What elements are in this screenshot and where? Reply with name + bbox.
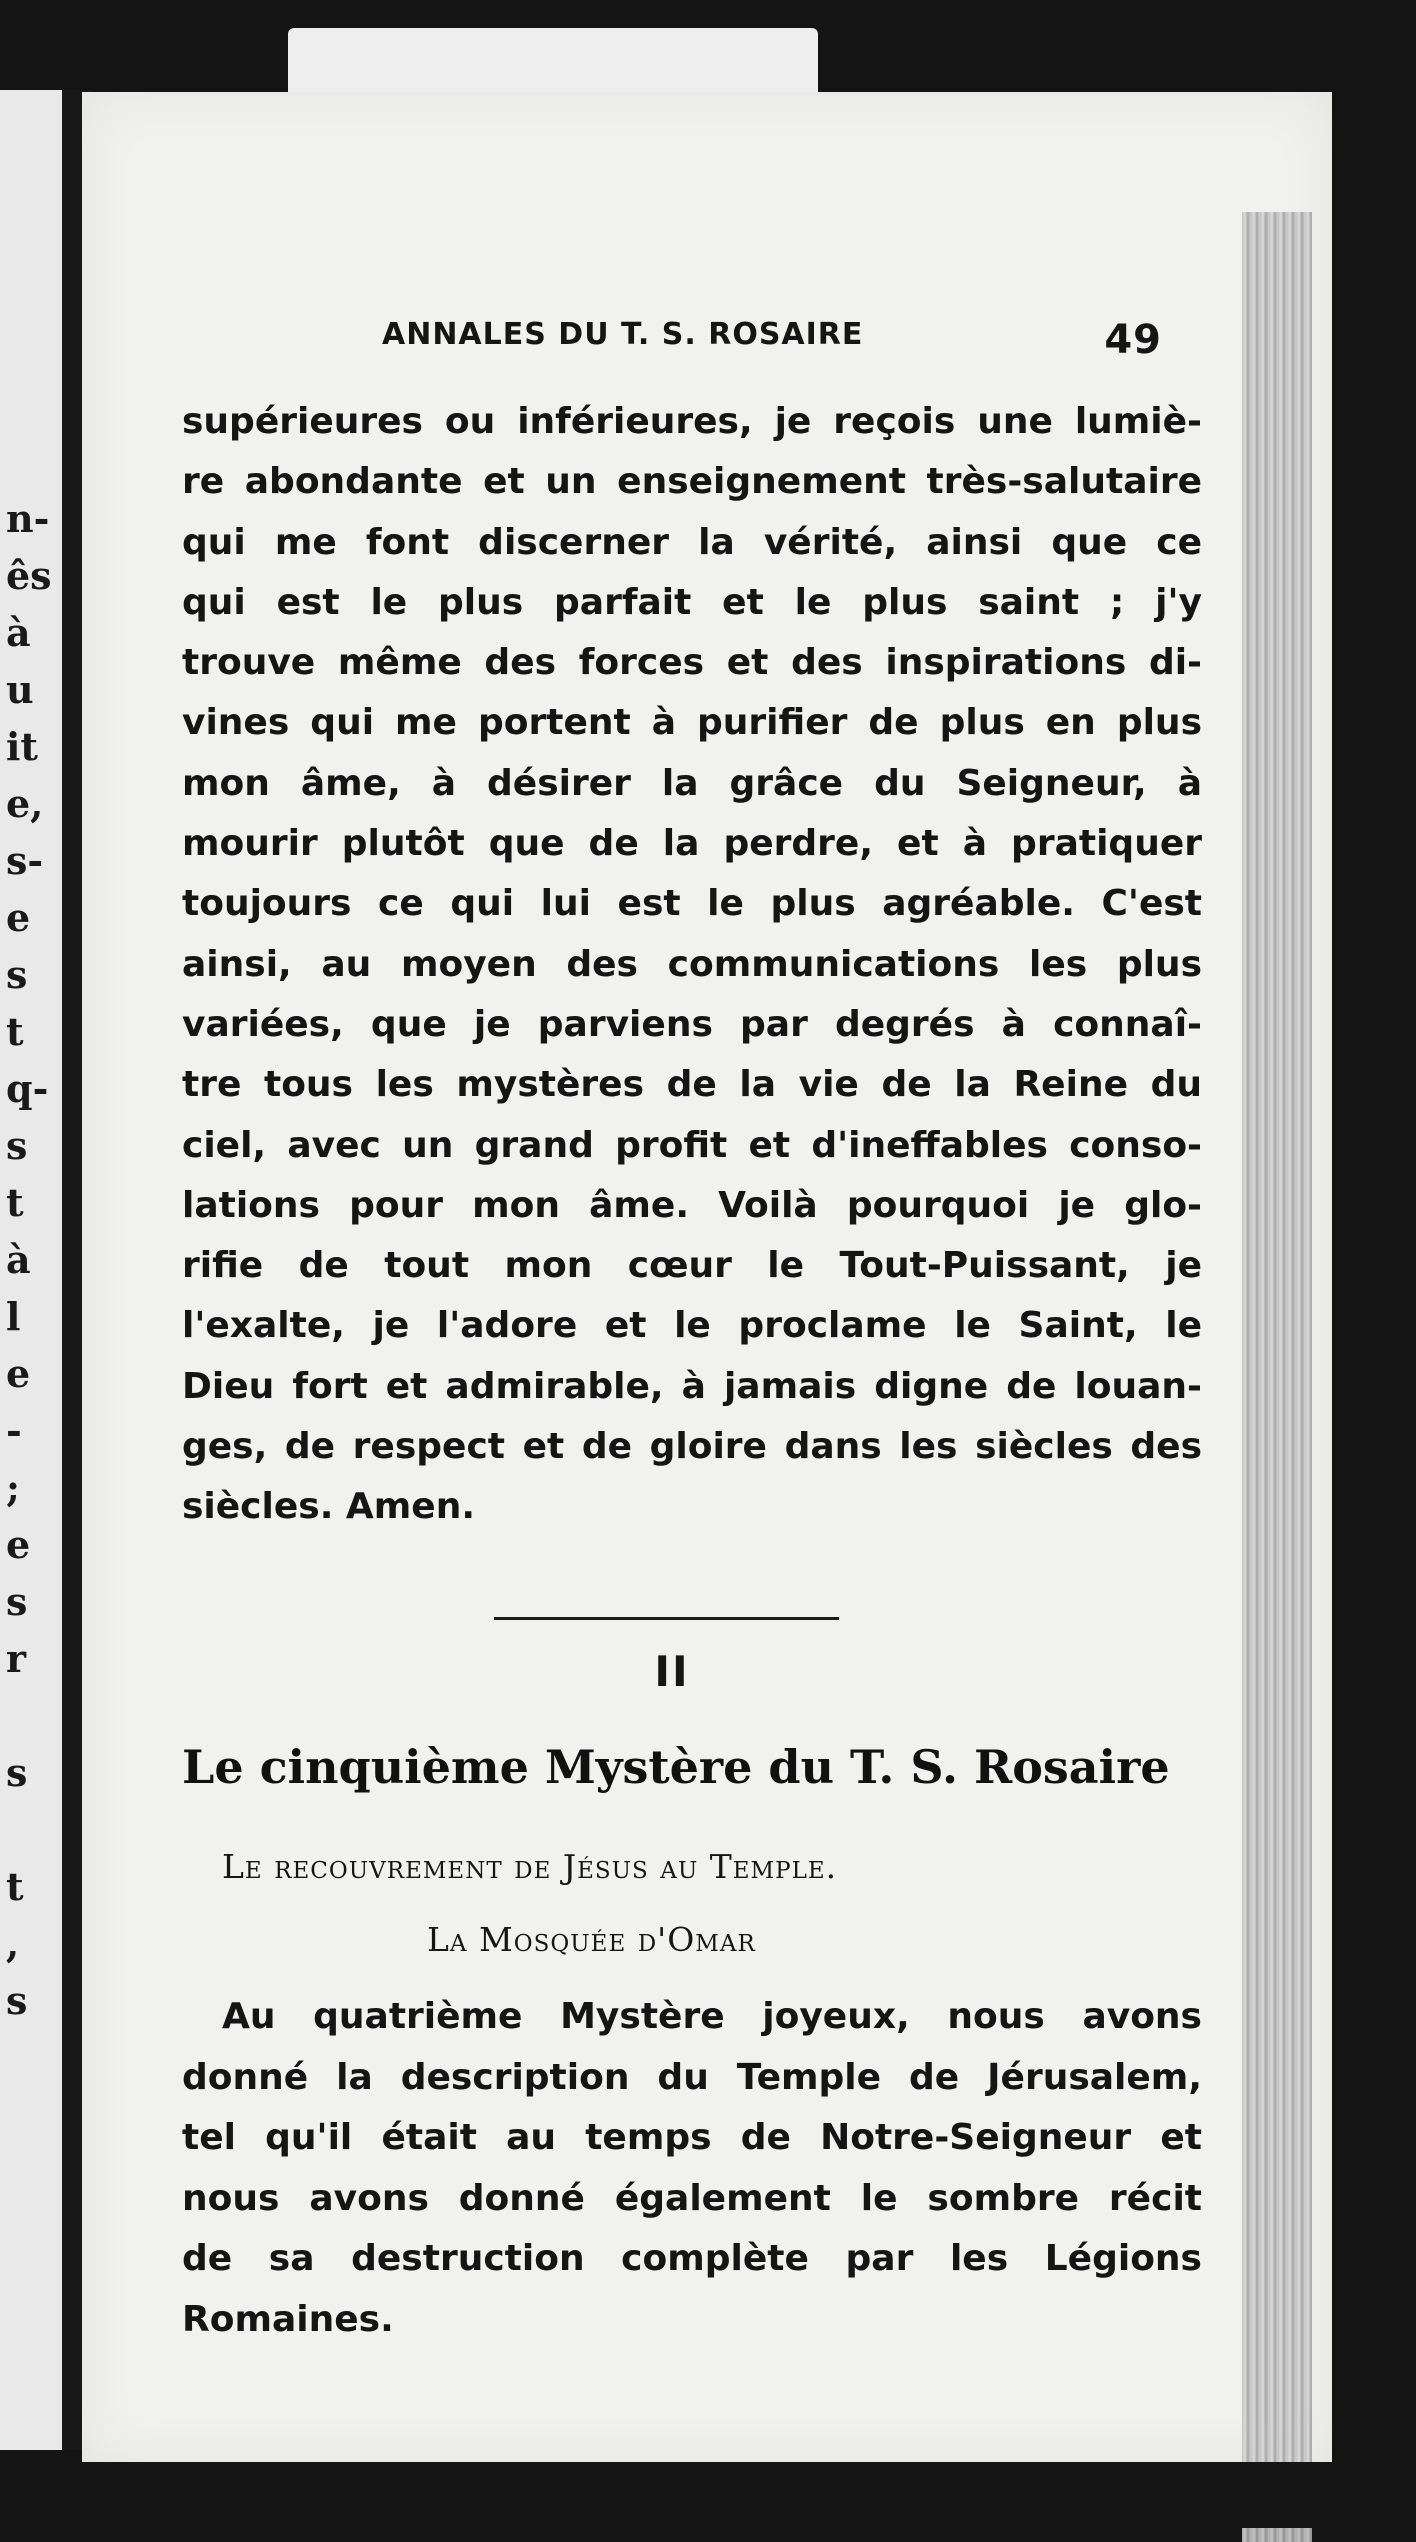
- text-line: re abondante et un enseignement très-salutaire: [182, 461, 1202, 503]
- edge-fragment: [0, 1687, 62, 1744]
- text-line: trouve même des forces et des inspirations di-: [182, 642, 1202, 684]
- text-line: toujours ce qui lui est le plus agréable. C'est: [182, 883, 1202, 925]
- edge-fragment: u: [6, 667, 34, 712]
- section-numeral: II: [654, 1647, 690, 1696]
- text-line: qui est le plus parfait et le plus saint ; j'y: [182, 581, 1202, 623]
- text-line: mourir plutôt que de la perdre, et à pratiquer: [182, 823, 1202, 865]
- text-line: donné la description du Temple de Jérusalem,: [182, 2056, 1202, 2098]
- text-line: lations pour mon âme. Voilà pourquoi je glo-: [182, 1184, 1202, 1226]
- text-line: ainsi, au moyen des communications les plus: [182, 943, 1202, 985]
- text-line: supérieures ou inférieures, je reçois une lumiè-: [182, 401, 1202, 442]
- chapter-subtitle: Le recouvrement de Jésus au Temple.: [222, 1847, 838, 1886]
- text-line: nous avons donné également le sombre récit: [182, 2177, 1202, 2219]
- book-page: [82, 92, 1332, 2462]
- text-line: siècles. Amen.: [182, 1486, 476, 1528]
- scan-right-border: [1392, 0, 1416, 2528]
- chapter-subheading: La Mosquée d'Omar: [427, 1920, 756, 1959]
- edge-fragment: à: [6, 1237, 31, 1282]
- text-line: rifie de tout mon cœur le Tout-Puissant, je: [182, 1245, 1202, 1287]
- text-line: ciel, avec un grand profit et d'ineffables conso-: [182, 1124, 1202, 1166]
- edge-fragment: q-: [6, 1066, 49, 1111]
- previous-page-text-fragments: [0, 490, 62, 2029]
- edge-fragment: s: [6, 1978, 28, 2023]
- scan-bottom-border: [0, 2462, 1416, 2528]
- edge-fragment: l: [6, 1294, 21, 1339]
- text-line: ges, de respect et de gloire dans les siècles des: [182, 1426, 1202, 1468]
- text-line: l'exalte, je l'adore et le proclame le Saint, le: [182, 1305, 1202, 1347]
- chapter-title: Le cinquième Mystère du T. S. Rosaire: [182, 1740, 1170, 1794]
- text-line: vines qui me portent à purifier de plus en plus: [182, 702, 1202, 744]
- running-header: [182, 317, 1202, 361]
- edge-fragment: e: [6, 895, 31, 940]
- header-title: ANNALES DU T. S. ROSAIRE: [382, 317, 864, 352]
- edge-fragment: r: [6, 1636, 27, 1681]
- edge-fragment: t: [6, 1009, 24, 1054]
- edge-fragment: e: [6, 1351, 31, 1396]
- edge-fragment: [0, 1801, 62, 1858]
- body-text-top: [182, 392, 1202, 1538]
- edge-fragment: s-: [6, 838, 44, 883]
- edge-fragment: t: [6, 1180, 24, 1225]
- edge-fragment: à: [6, 610, 31, 655]
- edge-fragment: ;: [6, 1465, 21, 1510]
- edge-fragment: it: [6, 724, 38, 769]
- page-edges: [1242, 212, 1312, 2542]
- edge-fragment: s: [6, 1579, 28, 1624]
- text-line: qui me font discerner la vérité, ainsi que ce: [182, 521, 1202, 563]
- body-text-bottom: [182, 1987, 1202, 2350]
- text-line: de sa destruction complète par les Légions: [182, 2238, 1202, 2279]
- text-line: Dieu fort et admirable, à jamais digne de louan-: [182, 1365, 1202, 1407]
- edge-fragment: n-: [6, 496, 50, 541]
- edge-fragment: s: [6, 952, 28, 997]
- edge-fragment: s: [6, 1750, 28, 1795]
- text-line: tre tous les mystères de la vie de la Reine du: [182, 1064, 1202, 1106]
- edge-fragment: t: [6, 1864, 24, 1909]
- page-number: 49: [1104, 317, 1162, 363]
- edge-fragment: ,: [6, 1921, 20, 1966]
- edge-fragment: -: [6, 1408, 22, 1453]
- text-line: Au quatrième Mystère joyeux, nous avons: [222, 1996, 1202, 2037]
- section-divider-rule: [494, 1617, 839, 1620]
- text-line: mon âme, à désirer la grâce du Seigneur, à: [182, 762, 1202, 804]
- text-line: variées, que je parviens par degrés à connaî-: [182, 1003, 1202, 1045]
- text-line: tel qu'il était au temps de Notre-Seigneur et: [182, 2117, 1202, 2158]
- text-line: Romaines.: [182, 2298, 394, 2340]
- previous-page-edge: [0, 90, 62, 2450]
- edge-fragment: s: [6, 1123, 28, 1168]
- edge-fragment: e,: [6, 781, 44, 826]
- edge-fragment: e: [6, 1522, 31, 1567]
- edge-fragment: ês: [6, 553, 52, 598]
